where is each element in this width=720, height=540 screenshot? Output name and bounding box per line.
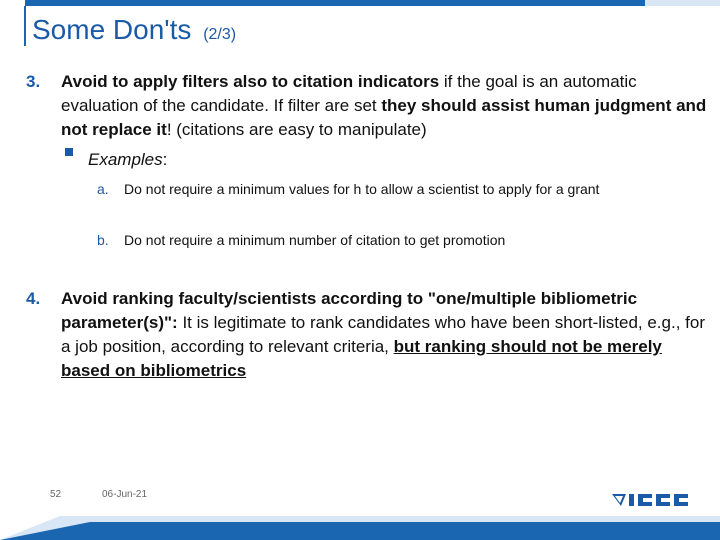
subitem-b-text: Do not require a minimum number of citation to get promotion: [124, 232, 506, 248]
iccc-logo: [612, 492, 698, 508]
slide-title: [32, 14, 236, 46]
subitem-b-letter: b.: [97, 232, 109, 248]
title-main: Some Don'ts: [32, 14, 192, 45]
footer-date: 06-Jun-21: [102, 489, 148, 500]
item-4-text: [61, 287, 711, 383]
title-subtitle: (2/3): [203, 26, 237, 43]
item-3-bold-2: they should assist human judgment and not replace it: [61, 96, 707, 139]
square-bullet-icon: [65, 148, 73, 156]
examples-heading: [88, 150, 167, 170]
subitem-a-letter: a.: [97, 181, 109, 197]
item-4-underlined: but ranking should not be merely based on bibliometrics: [61, 337, 662, 380]
top-bar-light: [645, 0, 720, 6]
bottom-decorative-band: [0, 516, 720, 540]
item-4-bold: Avoid ranking faculty/scientists according to "one/multiple bibliometric parameter(s)":: [61, 289, 638, 332]
item-3-number: 3.: [26, 72, 41, 91]
subitem-a-text: Do not require a minimum values for h to allow a scientist to apply for a grant: [124, 181, 600, 197]
item-3-bold-1: Avoid to apply filters also to citation indicators: [61, 72, 440, 91]
top-bar-main: [25, 0, 665, 6]
item-4-text-1: It is legitimate to rank candidates who have been short-listed, e.g., for a job position, according to relevant criteria,: [61, 313, 705, 356]
examples-label: Examples: [88, 150, 163, 169]
item-4-number: 4.: [26, 289, 41, 308]
examples-colon: :: [162, 150, 168, 169]
title-vertical-rule: [24, 6, 26, 46]
item-3-text-2: ! (citations are easy to manipulate): [166, 120, 427, 139]
item-3-text: [61, 70, 711, 142]
item-3-text-1: if the goal is an automatic evaluation of the candidate. If filter are set: [61, 72, 637, 115]
top-accent-bar: [0, 0, 720, 6]
page-number: 52: [50, 489, 62, 500]
